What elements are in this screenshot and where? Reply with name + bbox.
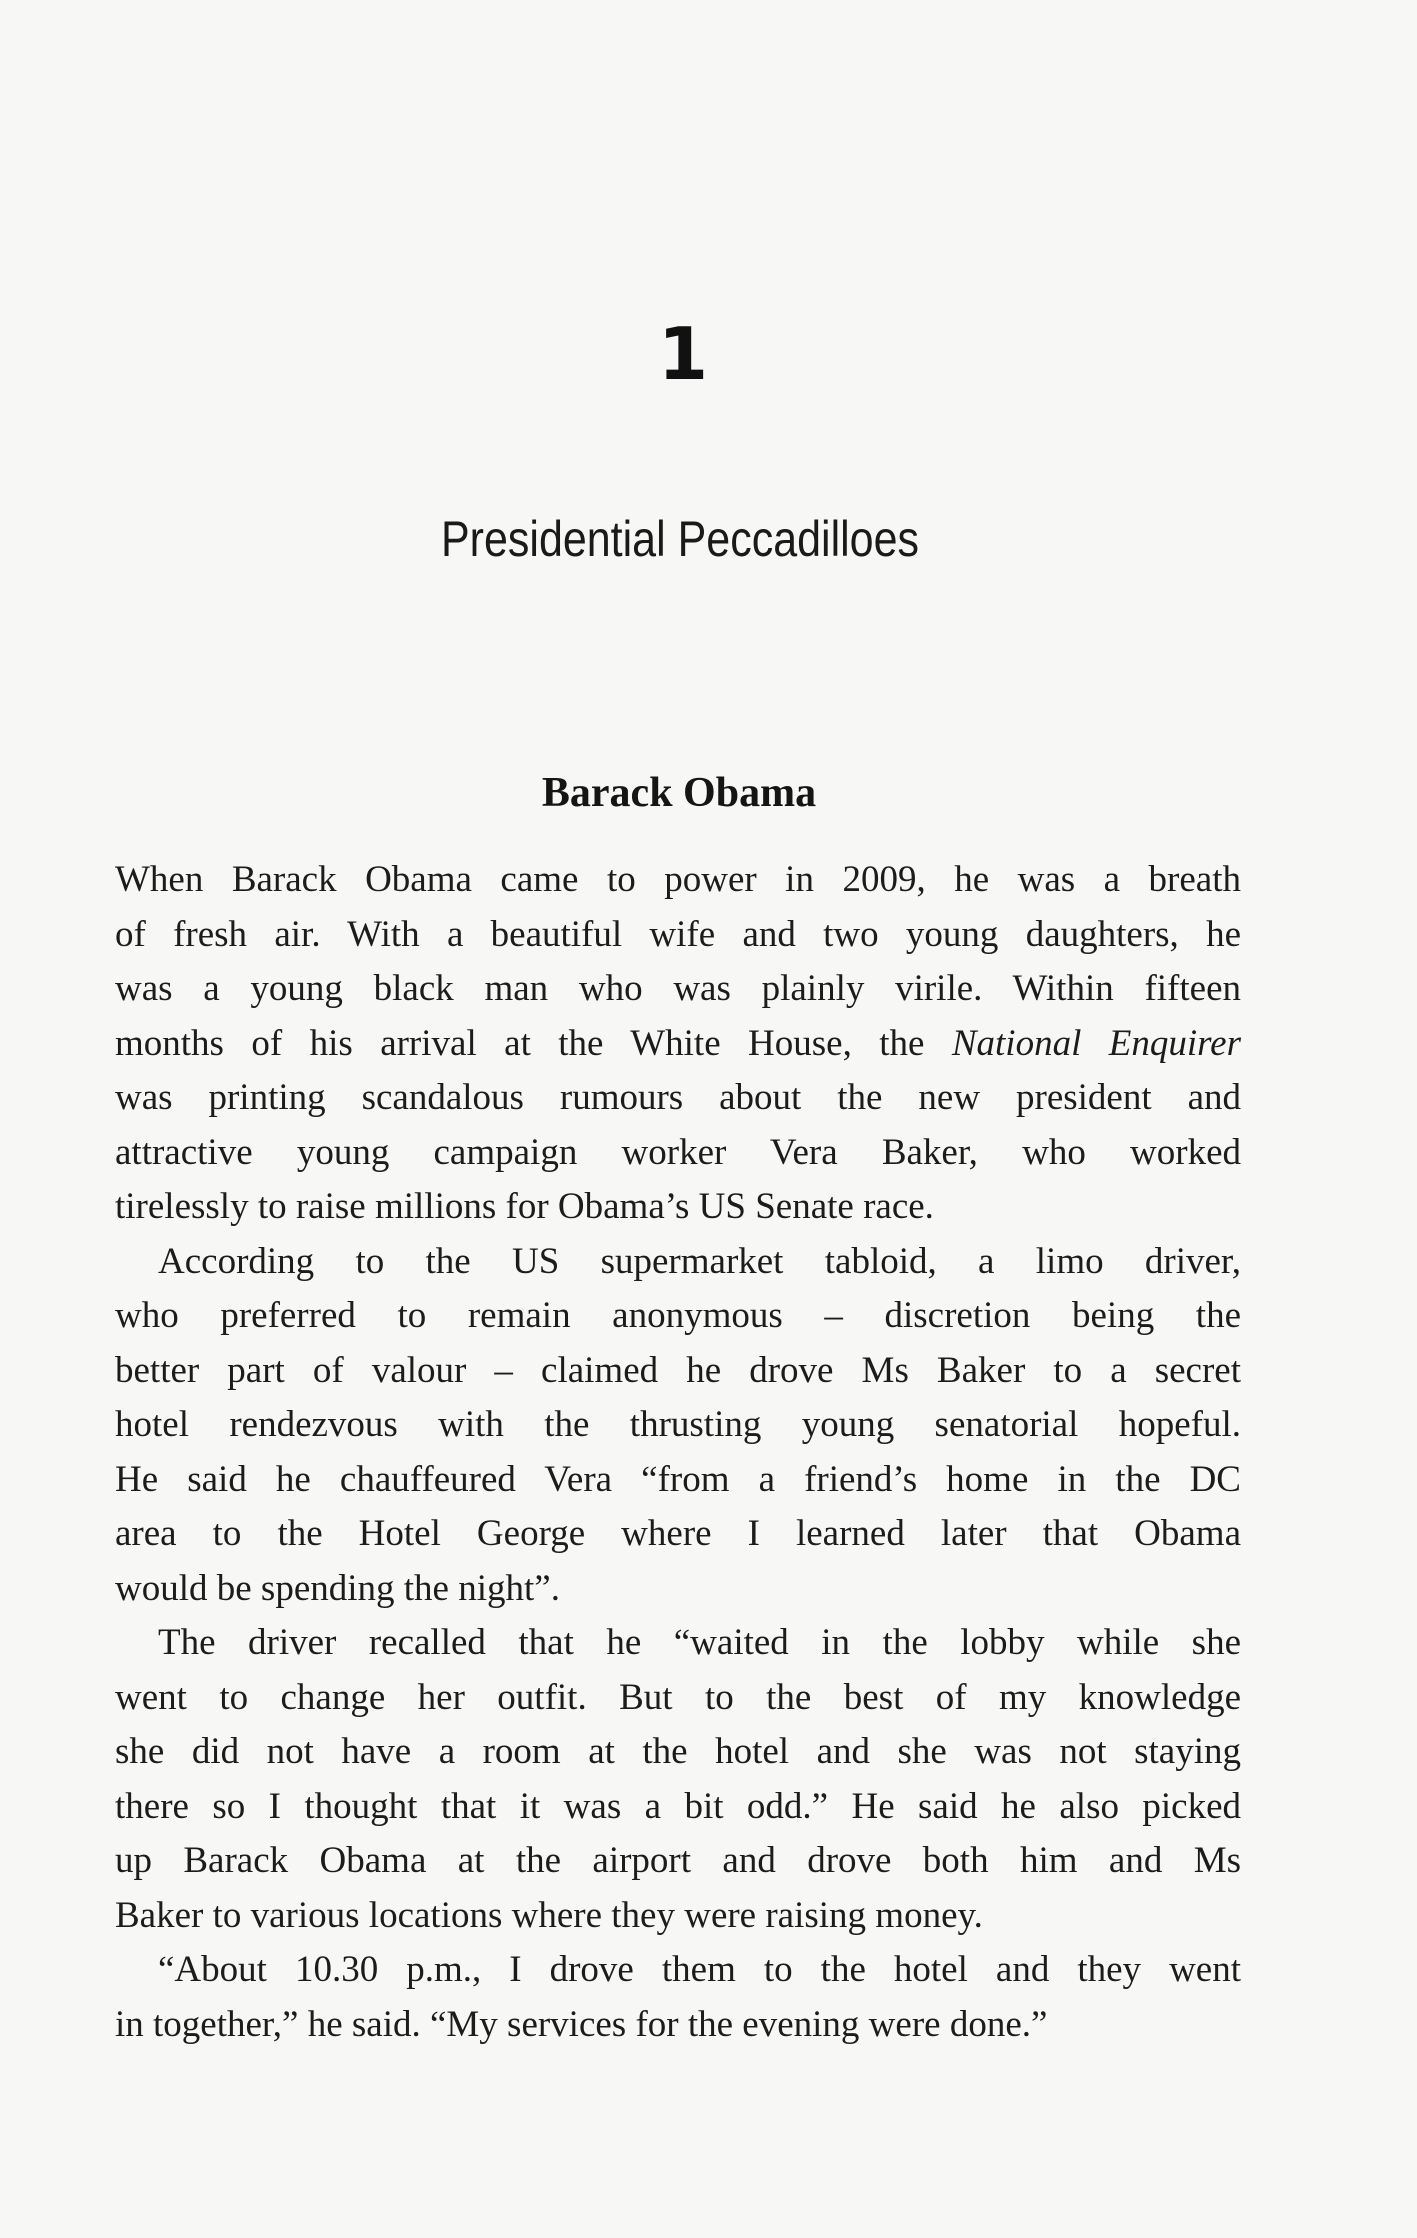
text-line: Baker to various locations where they were raising money. (115, 1894, 983, 1936)
text-line: area to the Hotel George where I learned later that Obama (115, 1513, 1241, 1554)
chapter-number: 1 (657, 312, 709, 396)
text-line: When Barack Obama came to power in 2009, he was a breath (115, 859, 1241, 900)
text-segment: months of his arrival at the White House, the (115, 1022, 952, 1064)
text-line: went to change her outfit. But to the best of my knowledge (115, 1676, 1241, 1718)
text-line: The driver recalled that he “waited in the lobby while she (158, 1622, 1241, 1663)
body-text (115, 853, 1241, 2052)
publication-name: National Enquirer (951, 1022, 1242, 1064)
section-heading: Barack Obama (541, 770, 817, 816)
text-line: up Barack Obama at the airport and drove both him and Ms (115, 1840, 1241, 1881)
text-line: attractive young campaign worker Vera Baker, who worked (115, 1131, 1241, 1173)
text-line: He said he chauffeured Vera “from a friend’s home in the DC (115, 1458, 1241, 1500)
text-line: who preferred to remain anonymous – discretion being the (115, 1295, 1241, 1336)
text-line: in together,” he said. “My services for the evening were done.” (115, 2003, 1048, 2045)
text-line: there so I thought that it was a bit odd.” He said he also picked (115, 1785, 1241, 1827)
text-line: According to the US supermarket tabloid, a limo driver, (158, 1240, 1241, 1282)
text-line: she did not have a room at the hotel and she was not staying (115, 1731, 1241, 1772)
text-line: would be spending the night”. (115, 1567, 560, 1609)
text-line (115, 1017, 1241, 1072)
text-line: was a young black man who was plainly virile. Within fifteen (115, 968, 1241, 1009)
text-line: tirelessly to raise millions for Obama’s US Senate race. (115, 1186, 934, 1227)
chapter-title: Presidential Peccadilloes (440, 511, 920, 567)
text-line: “About 10.30 p.m., I drove them to the hotel and they went (158, 1949, 1241, 1990)
text-line: of fresh air. With a beautiful wife and two young daughters, he (115, 913, 1241, 955)
text-line: hotel rendezvous with the thrusting young senatorial hopeful. (115, 1404, 1241, 1445)
text-line: was printing scandalous rumours about the new president and (115, 1077, 1241, 1118)
text-line: better part of valour – claimed he drove Ms Baker to a secret (115, 1349, 1241, 1391)
